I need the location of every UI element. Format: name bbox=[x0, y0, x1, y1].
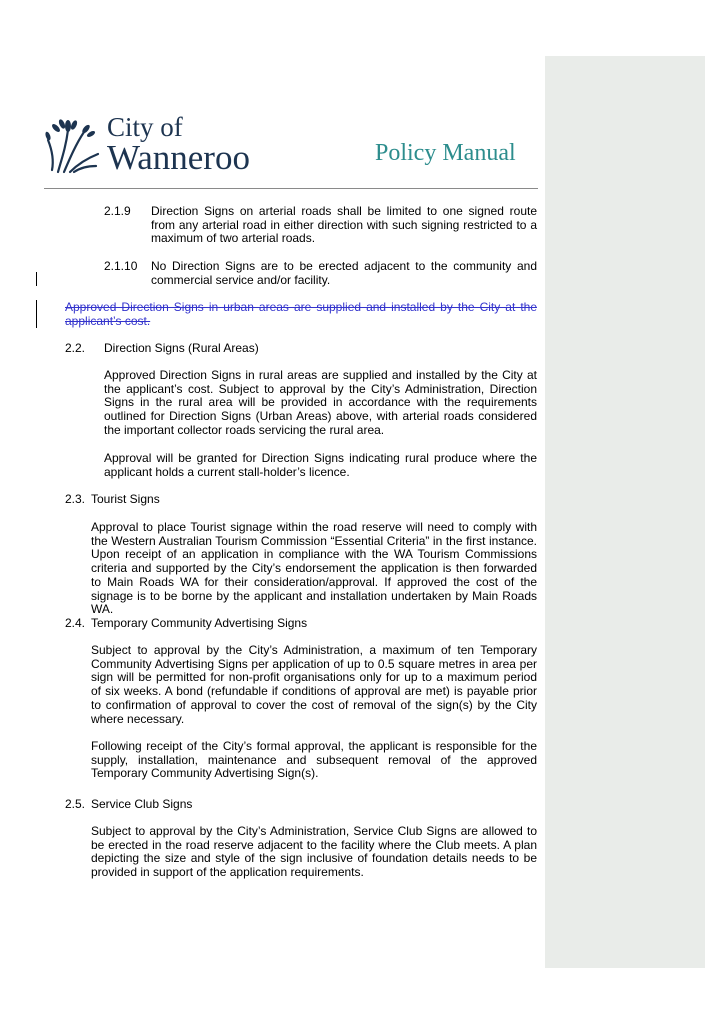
section-number-2-5: 2.5. bbox=[65, 797, 86, 811]
clause-text-2-1-10: No Direction Signs are to be erected adjacent to the community and commercial service and/or facility. bbox=[151, 259, 537, 287]
section-title-2-5: Service Club Signs bbox=[91, 797, 193, 811]
section-2-5-paragraph-1: Subject to approval by the City’s Administration, Service Club Signs are allowed to be erected in the road reserve adjacent to the facility where the Club meets. A plan depicting the size and style of the sign inclusive of foundation details needs to be provided in support of the application requirements. bbox=[91, 824, 537, 880]
change-bar bbox=[36, 272, 37, 286]
section-number-2-2: 2.2. bbox=[65, 341, 86, 355]
section-number-2-4: 2.4. bbox=[65, 616, 86, 630]
tracked-deletion-text: Approved Direction Signs in urban areas are supplied and installed by the City at the applicant’s cost. bbox=[65, 300, 537, 328]
clause-number-2-1-10: 2.1.10 bbox=[104, 259, 138, 273]
header-divider bbox=[44, 188, 538, 189]
clause-number-2-1-9: 2.1.9 bbox=[104, 204, 131, 218]
section-title-2-2: Direction Signs (Rural Areas) bbox=[104, 341, 259, 355]
section-number-2-3: 2.3. bbox=[65, 492, 86, 506]
section-2-2-paragraph-1: Approved Direction Signs in rural areas are supplied and installed by the City at the applicant’s cost. Subject to approval by the City’s Administration, Direction Signs in the rural area will be provided in accordance with the requirements outlined for Direction Signs (Urban Areas) above, with arterial roads considered the important collector roads servicing the rural area. bbox=[104, 368, 537, 437]
section-title-2-3: Tourist Signs bbox=[91, 492, 160, 506]
kangaroo-paw-flower-icon bbox=[44, 114, 104, 174]
policy-manual-title: Policy Manual bbox=[375, 140, 516, 166]
section-2-2-paragraph-2: Approval will be granted for Direction Signs indicating rural produce where the applicant holds a current stall-holder’s licence. bbox=[104, 451, 537, 479]
section-2-3-paragraph-1: Approval to place Tourist signage within the road reserve will need to comply with the Western Australian Tourism Commission “Essential Criteria” in the first instance. Upon receipt of an application in compliance with the WA Tourism Commissions criteria and supported by the City’s endorsement the application is then forwarded to Main Roads WA for their consideration/approval. If approved the cost of the signage is to be borne by the applicant and installation undertaken by Main Roads WA. bbox=[91, 520, 537, 617]
clause-text-2-1-9: Direction Signs on arterial roads shall be limited to one signed route from any arterial road in either direction with such signing restricted to a maximum of two arterial roads. bbox=[151, 204, 537, 246]
change-bar bbox=[36, 300, 37, 328]
logo-city-of-text: City of bbox=[107, 112, 183, 142]
section-title-2-4: Temporary Community Advertising Signs bbox=[91, 616, 308, 630]
comment-margin-pane bbox=[545, 56, 705, 968]
logo-wanneroo-text: Wanneroo bbox=[107, 138, 250, 177]
city-logo bbox=[44, 112, 274, 176]
section-2-4-paragraph-2: Following receipt of the City’s formal approval, the applicant is responsible for the supply, installation, maintenance and subsequent removal of the approved Temporary Community Advertising Sign(s). bbox=[91, 739, 537, 781]
section-2-4-paragraph-1: Subject to approval by the City’s Administration, a maximum of ten Temporary Community Advertising Signs per application of up to 0.5 square metres in area per sign will be permitted for non-profit organisations only for up to a maximum period of six weeks. A bond (refundable if conditions of approval are met) is payable prior to confirmation of approval to cover the cost of removal of the sign(s) by the City where necessary. bbox=[91, 643, 537, 726]
